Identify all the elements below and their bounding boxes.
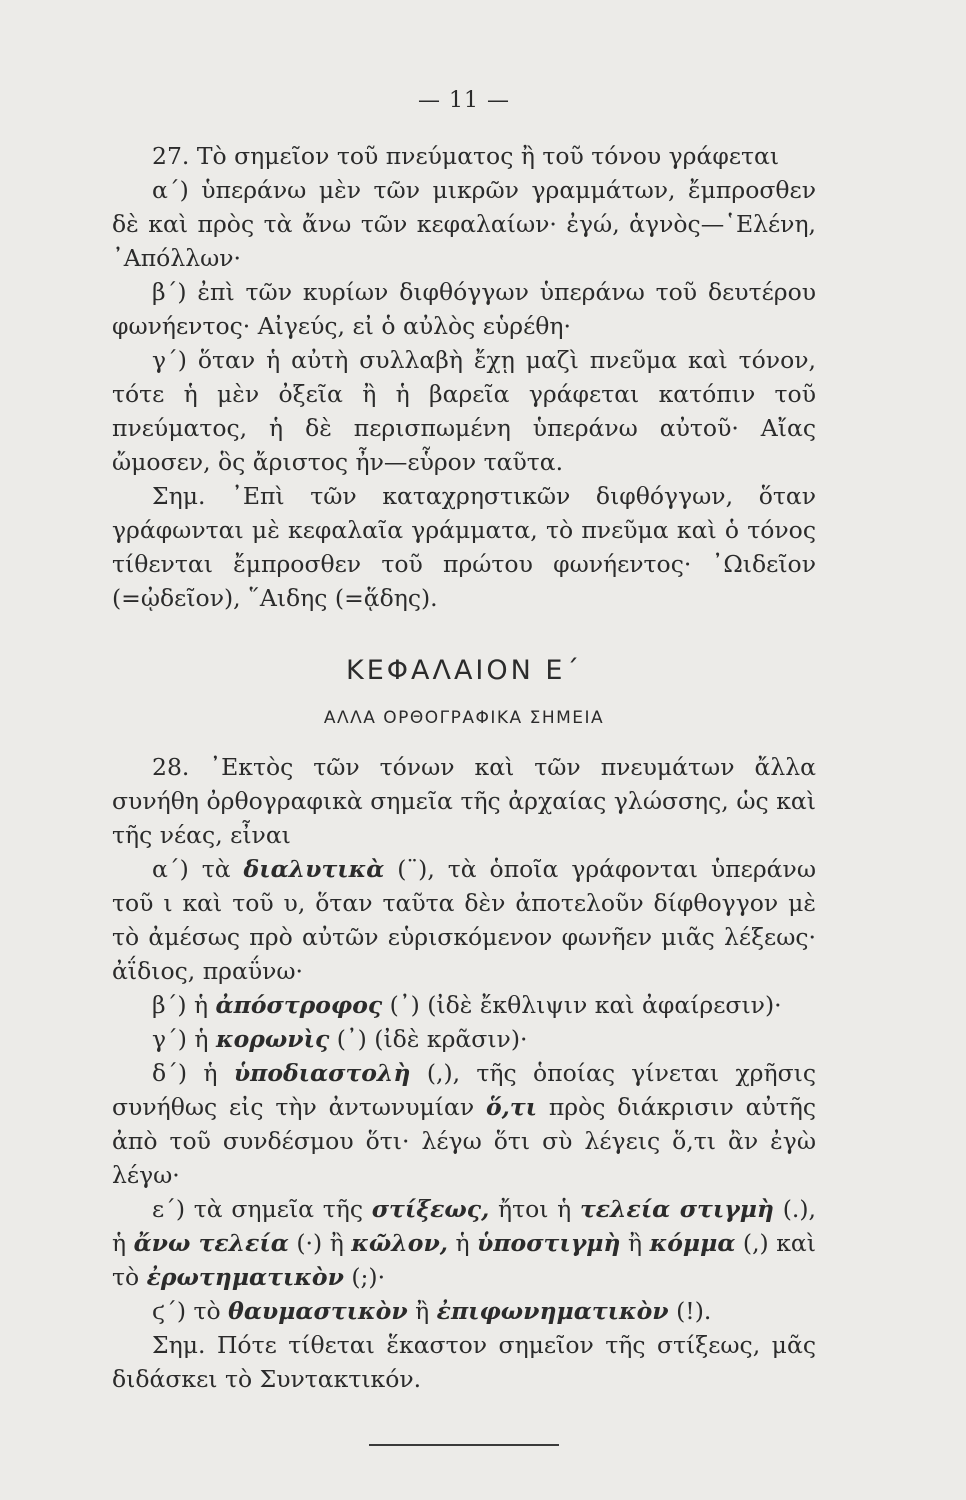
item-f-text-2: (!).: [668, 1297, 712, 1325]
term-kolon: κῶλον,: [351, 1229, 448, 1257]
item-c-text: (᾿) (ἰδὲ κρᾶσιν)·: [329, 1025, 528, 1053]
item-b-prefix: β΄) ἡ: [152, 991, 216, 1019]
term-dialytika: διαλυτικὰ: [243, 855, 385, 883]
term-o-ti: ὅ,τι: [485, 1093, 538, 1121]
term-komma: κόμμα: [649, 1229, 736, 1257]
closing-rule: [369, 1444, 559, 1446]
section-27: [112, 139, 816, 615]
item-f-prefix: ϛ΄) τὸ: [152, 1297, 229, 1325]
item-d-text-2: πρὸς διάκρισιν αὐτῆς ἀπὸ τοῦ συνδέσμου ὅτι· λέγω ὅτι σὺ λέγεις ὅ,τι ἂν ἐγὼ λέγω·: [112, 1093, 816, 1189]
item-c-prefix: γ΄) ἡ: [152, 1025, 216, 1053]
section-27-item-c: γ΄) ὅταν ἡ αὐτὴ συλλαβὴ ἔχῃ μαζὶ πνεῦμα καὶ τόνον, τότε ἡ μὲν ὀξεῖα ἢ ἡ βαρεῖα γράφεται κατόπιν τοῦ πνεύματος, ἡ δὲ περισπωμένη ὑπεράνω αὐτοῦ· Αἴας ὤμοσεν, ὃς ἄριστος ἦν—εὗρον ταῦτα.: [112, 346, 816, 476]
term-hypodiastole: ὑποδιαστολὴ: [233, 1059, 411, 1087]
section-28-item-e: [112, 1192, 816, 1294]
chapter-title: ΚΕΦΑΛΑΙΟΝ Ε΄: [346, 655, 582, 686]
item-e-prefix: ε΄) τὰ σημεῖα τῆς: [152, 1195, 372, 1223]
page-number: — 11 —: [418, 88, 510, 113]
term-erotimatikon: ἐρωτηματικὸν: [146, 1263, 344, 1291]
section-28-intro: 28. ᾿Εκτὸς τῶν τόνων καὶ τῶν πνευμάτων ἄλλα συνήθη ὀρθογραφικὰ σημεῖα τῆς ἀρχαίας γλώσσης, ὡς καὶ τῆς νέας, εἶναι: [112, 753, 816, 849]
item-e-text-3: (·) ἢ: [288, 1229, 352, 1257]
item-f-text-1: ἢ: [407, 1297, 437, 1325]
item-e-text-5: ἢ: [620, 1229, 650, 1257]
section-27-note: Σημ. ᾿Επὶ τῶν καταχρηστικῶν διφθόγγων, ὅταν γράφωνται μὲ κεφαλαῖα γράμματα, τὸ πνεῦμα καὶ ὁ τόνος τίθενται ἔμπροσθεν τοῦ πρώτου φωνήεντος· ᾿Ωιδεῖον (=ᾠδεῖον), ῞Αιδης (=ᾅδης).: [112, 482, 816, 612]
item-e-text-1: ἤτοι ἡ: [489, 1195, 580, 1223]
section-27-item-a: α΄) ὑπεράνω μὲν τῶν μικρῶν γραμμάτων, ἔμπροσθεν δὲ καὶ πρὸς τὰ ἄνω τῶν κεφαλαίων· ἐγώ, ἁγνὸς—῾Ελένη, ᾿Απόλλων·: [112, 176, 816, 272]
item-d-prefix: δ΄) ἡ: [152, 1059, 234, 1087]
chapter-subtitle: ΑΛΛΑ ΟΡΘΟΓΡΑΦΙΚΑ ΣΗΜΕΙΑ: [323, 708, 605, 728]
term-hypostigmi: ὑποστιγμὴ: [477, 1229, 621, 1257]
item-d-text-1: (,), τῆς ὁποίας γίνεται χρῆσις συνήθως εἰς τὴν ἀντωνυμίαν: [112, 1059, 816, 1121]
section-28: [112, 750, 816, 1396]
term-koronis: κορωνὶς: [215, 1025, 330, 1053]
section-28-item-d: [112, 1056, 816, 1192]
item-a-prefix: α΄) τὰ: [152, 855, 244, 883]
section-28-note: Σημ. Πότε τίθεται ἕκαστον σημεῖον τῆς στίξεως, μᾶς διδάσκει τὸ Συντακτικόν.: [112, 1331, 816, 1393]
term-thaumastikon: θαυμαστικὸν: [228, 1297, 408, 1325]
term-teleia-stigmi: τελεία στιγμὴ: [579, 1195, 775, 1223]
item-e-text-4: ἡ: [447, 1229, 478, 1257]
item-e-text-6: (,) καὶ τὸ: [112, 1229, 816, 1291]
section-28-item-a: [112, 852, 816, 988]
term-epifonimatikon: ἐπιφωνηματικὸν: [436, 1297, 669, 1325]
section-28-item-b: [112, 988, 816, 1022]
section-27-intro: 27. Τὸ σημεῖον τοῦ πνεύματος ἢ τοῦ τόνου γράφεται: [152, 142, 780, 170]
item-e-text-2: (.), ἡ: [112, 1195, 817, 1257]
item-b-text: (᾿) (ἰδὲ ἔκθλιψιν καὶ ἀφαίρεσιν)·: [382, 991, 782, 1019]
section-28-item-c: [112, 1022, 816, 1056]
section-27-item-b: β΄) ἐπὶ τῶν κυρίων διφθόγγων ὑπεράνω τοῦ δευτέρου φωνήεντος· Αἰγεύς, εἰ ὁ αὐλὸς εὑρέθη·: [112, 278, 816, 340]
term-ano-teleia: ἄνω τελεία: [133, 1229, 289, 1257]
term-stixis: στίξεως,: [371, 1195, 490, 1223]
section-28-item-f: [112, 1294, 816, 1328]
item-e-text-7: (;)·: [343, 1263, 386, 1291]
term-apostrophe: ἀπόστροφος: [215, 991, 383, 1019]
item-a-text: (¨), τὰ ὁποῖα γράφονται ὑπεράνω τοῦ ι καὶ τοῦ υ, ὅταν ταῦτα δὲν ἀποτελοῦν δίφθογγον μὲ τὸ ἀμέσως πρὸ αὐτῶν εὑρισκόμενον φωνῆεν μιᾶς λέξεως· ἀΐδιος, πραΰνω·: [112, 855, 816, 985]
